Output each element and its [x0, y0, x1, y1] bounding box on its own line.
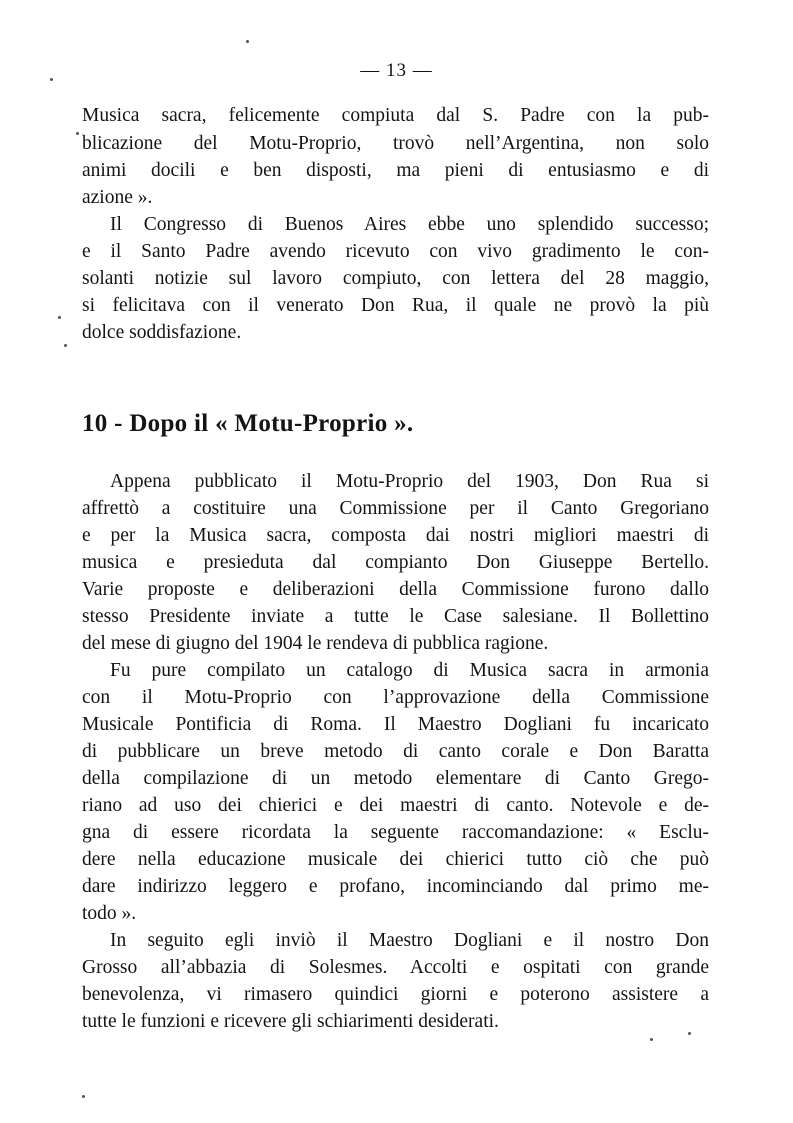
text-line: e il Santo Padre avendo ricevuto con vivo gradimento le con-: [82, 241, 709, 262]
text-line: dolce soddisfazione.: [82, 322, 242, 343]
text-line: di pubblicare un breve metodo di canto corale e Don Baratta: [82, 741, 709, 762]
text-line: In seguito egli inviò il Maestro Dogliani e il nostro Don: [110, 930, 709, 951]
text-line: Fu pure compilato un catalogo di Musica sacra in armonia: [110, 660, 709, 681]
text-line: musica e presieduta dal compianto Don Giuseppe Bertello.: [82, 552, 709, 573]
text-line: con il Motu-Proprio con l’approvazione della Commissione: [82, 687, 709, 708]
text-line: Musica sacra, felicemente compiuta dal S. Padre con la pub-: [82, 105, 709, 126]
text-line: todo ».: [82, 903, 137, 924]
text-line: Varie proposte e deliberazioni della Commissione furono dallo: [82, 579, 709, 600]
text-line: animi docili e ben disposti, ma pieni di entusiasmo e di: [82, 160, 709, 181]
scan-speck: [64, 344, 67, 347]
scan-speck: [688, 1032, 691, 1035]
text-line: gna di essere ricordata la seguente raccomandazione: « Esclu-: [82, 822, 709, 843]
text-line: tutte le funzioni e ricevere gli schiarimenti desiderati.: [82, 1011, 499, 1032]
scan-speck: [50, 78, 53, 81]
text-line: Il Congresso di Buenos Aires ebbe uno splendido successo;: [110, 214, 709, 235]
text-line: della compilazione di un metodo elementare di Canto Grego-: [82, 768, 709, 789]
text-line: riano ad uso dei chierici e dei maestri di canto. Notevole e de-: [82, 795, 709, 816]
scan-speck: [650, 1038, 653, 1041]
scan-speck: [58, 316, 61, 319]
text-line: del mese di giugno del 1904 le rendeva di pubblica ragione.: [82, 633, 549, 654]
text-line: benevolenza, vi rimasero quindici giorni e poterono assistere a: [82, 984, 709, 1005]
page-number: — 13 —: [360, 60, 433, 81]
text-line: si felicitava con il venerato Don Rua, il quale ne provò la più: [82, 295, 709, 316]
text-line: azione ».: [82, 187, 153, 208]
text-line: stesso Presidente inviate a tutte le Case salesiane. Il Bollettino: [82, 606, 709, 627]
text-line: e per la Musica sacra, composta dai nostri migliori maestri di: [82, 525, 709, 546]
scan-speck: [76, 132, 79, 135]
scan-speck: [82, 1095, 85, 1098]
text-line: dere nella educazione musicale dei chierici tutto ciò che può: [82, 849, 709, 870]
text-line: blicazione del Motu-Proprio, trovò nell’Argentina, non solo: [82, 133, 709, 154]
scan-speck: [246, 40, 249, 43]
section-heading: 10 - Dopo il « Motu-Proprio ».: [82, 410, 414, 437]
text-line: Appena pubblicato il Motu-Proprio del 1903, Don Rua si: [110, 471, 709, 492]
text-line: Grosso all’abbazia di Solesmes. Accolti e ospitati con grande: [82, 957, 709, 978]
text-line: Musicale Pontificia di Roma. Il Maestro Dogliani fu incaricato: [82, 714, 709, 735]
text-line: solanti notizie sul lavoro compiuto, con lettera del 28 maggio,: [82, 268, 709, 289]
text-line: dare indirizzo leggero e profano, incominciando dal primo me-: [82, 876, 709, 897]
text-line: affrettò a costituire una Commissione per il Canto Gregoriano: [82, 498, 709, 519]
